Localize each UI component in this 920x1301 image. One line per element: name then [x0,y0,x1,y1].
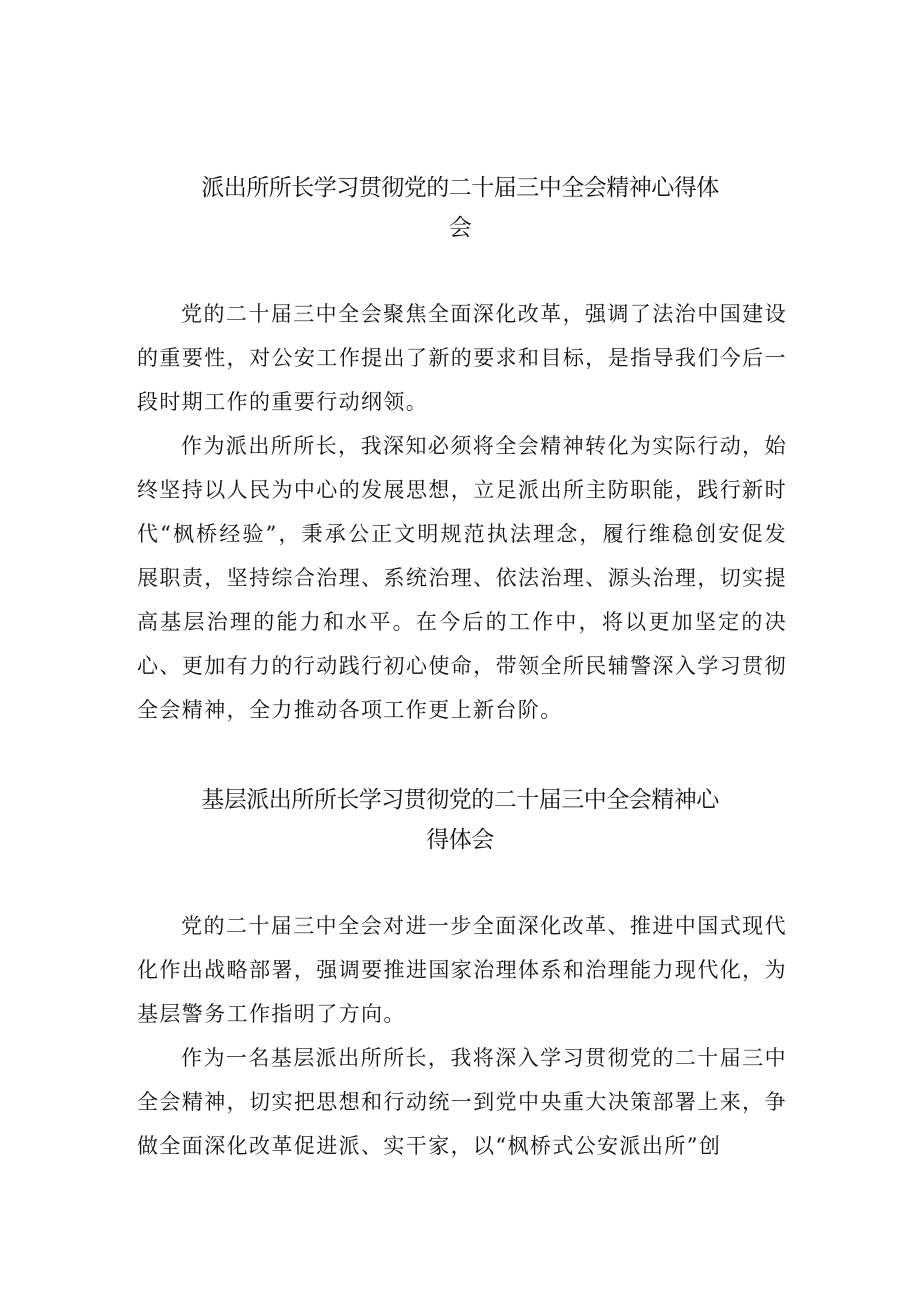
section1-title-line1: 派出所所长学习贯彻党的二十届三中全会精神心得体 [201,175,719,201]
section1-paragraph-2 [137,424,787,732]
section2-paragraph-1-text: 党的二十届三中全会对进一步全面深化改革、推进中国式现代化作出战略部署，强调要推进国家治理体系和治理能力现代化，为基层警务工作指明了方向。 [137,914,787,1026]
section2-title-line2: 得体会 [426,827,494,853]
section2-paragraph-2-text: 作为一名基层派出所所长，我将深入学习贯彻党的二十届三中全会精神，切实把思想和行动统一到党中央重大决策部署上来，争做全面深化改革促进派、实干家，以“枫桥式公安派出所”创 [137,1046,787,1158]
section1-paragraph-1-text: 党的二十届三中全会聚焦全面深化改革，强调了法治中国建设的重要性，对公安工作提出了新的要求和目标，是指导我们今后一段时期工作的重要行动纲领。 [137,302,787,414]
section2-title [120,780,800,860]
section2-paragraph-2 [137,1036,787,1168]
section2-title-line1: 基层派出所所长学习贯彻党的二十届三中全会精神心 [201,787,719,813]
section1-title-line2: 会 [448,215,472,241]
section1-paragraph-2-text: 作为派出所所长，我深知必须将全会精神转化为实际行动，始终坚持以人民为中心的发展思想，立足派出所主防职能，践行新时代“枫桥经验”，秉承公正文明规范执法理念，履行维稳创安促发展职责，坚持综合治理、系统治理、依法治理、源头治理，切实提高基层治理的能力和水平。在今后的工作中，将以更加坚定的决心、更加有力的行动践行初心使命，带领全所民辅警深入学习贯彻全会精神，全力推动各项工作更上新台阶。 [137,434,787,722]
section1-paragraph-1 [137,292,787,424]
section2-paragraph-1 [137,904,787,1036]
section1-title [120,168,800,248]
